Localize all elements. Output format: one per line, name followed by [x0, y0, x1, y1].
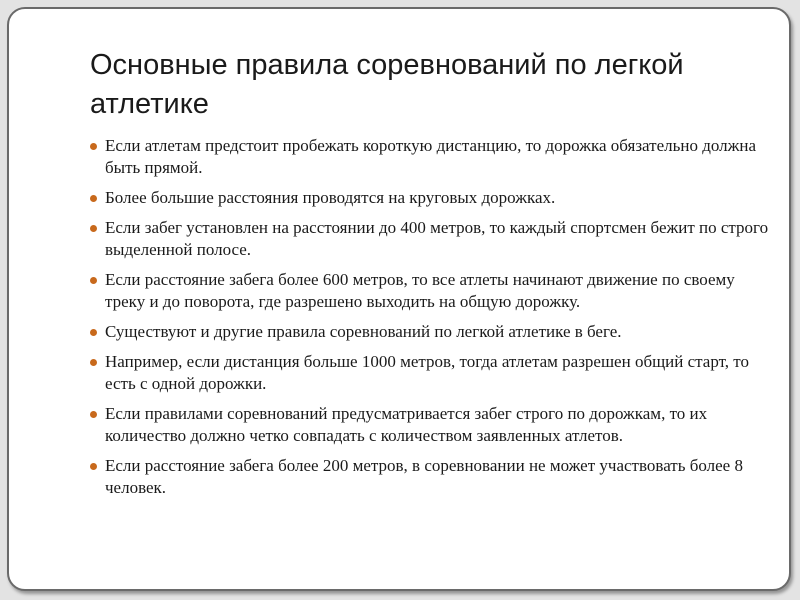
bullet-item: [90, 403, 770, 447]
bullet-item: [90, 135, 770, 179]
bullet-dot-icon: [90, 463, 97, 470]
bullet-item: [90, 269, 770, 313]
slide: [7, 7, 791, 591]
slide-title: Основные правила соревнований по легкой атлетике: [90, 49, 684, 120]
bullet-text: Например, если дистанция больше 1000 метров, тогда атлетам разрешен общий старт, то есть с одной дорожки.: [105, 352, 749, 393]
bullet-dot-icon: [90, 225, 97, 232]
bullet-text: Если забег установлен на расстоянии до 400 метров, то каждый спортсмен бежит по строго выделенной полосе.: [105, 218, 769, 259]
bullet-dot-icon: [90, 329, 97, 336]
bullet-list: [90, 135, 770, 507]
bullet-item: [90, 217, 770, 261]
bullet-dot-icon: [90, 411, 97, 418]
bullet-dot-icon: [90, 143, 97, 150]
bullet-item: [90, 187, 770, 209]
bullet-dot-icon: [90, 359, 97, 366]
bullet-text: Если правилами соревнований предусматривается забег строго по дорожкам, то их количество должно четко совпадать с количеством заявленных атлетов.: [105, 404, 708, 445]
bullet-text: Если расстояние забега более 200 метров, в соревновании не может участвовать более 8 человек.: [105, 456, 743, 497]
bullet-item: [90, 321, 770, 343]
bullet-dot-icon: [90, 195, 97, 202]
bullet-dot-icon: [90, 277, 97, 284]
bullet-text: Существуют и другие правила соревнований по легкой атлетике в беге.: [105, 322, 622, 341]
bullet-text: Если расстояние забега более 600 метров, то все атлеты начинают движение по своему треку и до поворота, где разрешено выходить на общую дорожку.: [105, 270, 735, 311]
bullet-text: Если атлетам предстоит пробежать короткую дистанцию, то дорожка обязательно должна быть прямой.: [105, 136, 757, 177]
bullet-item: [90, 455, 770, 499]
bullet-text: Более большие расстояния проводятся на круговых дорожках.: [105, 188, 556, 207]
bullet-item: [90, 351, 770, 395]
